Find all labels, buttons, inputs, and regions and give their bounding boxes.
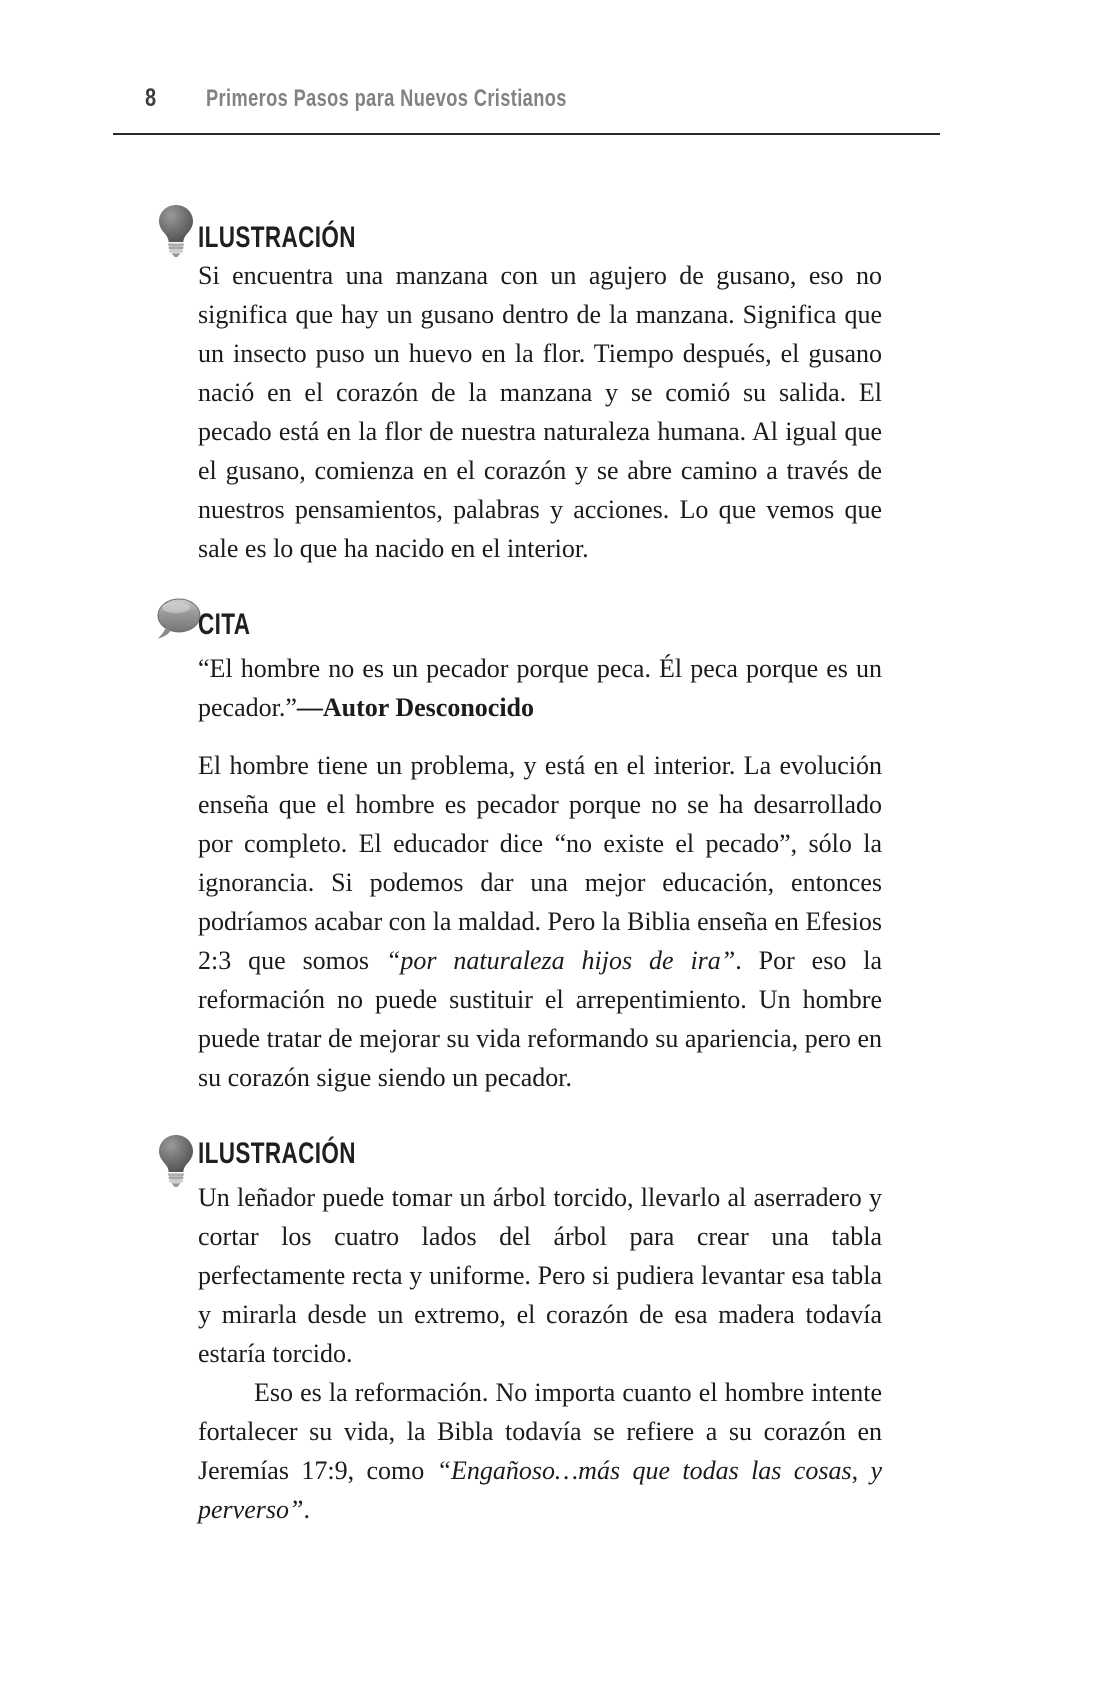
illustration2-paragraph2-seg1: Eso es la reformación. No importa cuanto el hombre intente fortalecer su vida, la Bibla todavía se refiere a su corazón en Jeremías 17:9, como xyxy=(198,1378,882,1485)
quote-attribution: —Autor Desconocido xyxy=(296,693,535,722)
illustration2-paragraph2-seg3: . xyxy=(303,1495,310,1524)
body-paragraph xyxy=(198,746,882,1097)
quote-text: “El hombre no es un pecador porque peca. Él peca porque es un pecador.” xyxy=(198,654,882,722)
header-rule xyxy=(113,133,940,135)
speech-bubble-icon xyxy=(155,598,201,640)
section-heading-cita xyxy=(198,610,268,640)
section-heading-label: CITA xyxy=(198,608,251,641)
page-number: 8 xyxy=(145,84,157,112)
quote-block xyxy=(198,649,882,727)
illustration2-paragraph2 xyxy=(198,1373,882,1529)
running-title: Primeros Pasos para Nuevos Cristianos xyxy=(205,85,567,112)
section-heading-label: ILUSTRACIÓN xyxy=(198,1137,356,1170)
body-paragraph-italic: “por naturaleza hijos de ira” xyxy=(385,946,736,975)
body-paragraph-seg3: . Por eso la reformación no puede sustituir el arrepentimiento. Un hombre puede tratar de mejorar su vida reformando su apariencia, pero en su corazón sigue siendo un pecador. xyxy=(198,946,882,1092)
illustration1-paragraph: Si encuentra una manzana con un agujero de gusano, eso no significa que hay un gusano dentro de la manzana. Significa que un insecto puso un huevo en la flor. Tiempo después, el gusano nació en el corazón de la manzana y se comió su salida. El pecado está en la flor de nuestra naturaleza humana. Al igual que el gusano, comienza en el corazón y se abre camino a través de nuestros pensamientos, palabras y acciones. Lo que vemos que sale es lo que ha nacido en el interior. xyxy=(198,261,882,563)
section-heading-label: ILUSTRACIÓN xyxy=(198,221,356,254)
illustration2-text xyxy=(198,1178,882,1529)
section-heading-ilustracion-2 xyxy=(198,1139,409,1169)
illustration2-paragraph2-italic: “Engañoso…más que todas las cosas, y perverso” xyxy=(198,1456,883,1524)
body-paragraph-seg1: El hombre tiene un problema, y está en el interior. La evolución enseña que el hombre es pecador porque no se ha desarrollado por completo. El educador dice “no existe el pecado”, sólo la ignorancia. Si podemos dar una mejor educación, entonces podríamos acabar con la maldad. Pero la Biblia enseña en Efesios 2:3 que somos xyxy=(198,751,882,975)
lightbulb-icon xyxy=(158,204,194,258)
page-header xyxy=(145,84,681,113)
lightbulb-icon xyxy=(158,1134,194,1188)
illustration2-paragraph1: Un leñador puede tomar un árbol torcido, llevarlo al aserradero y cortar los cuatro lados del árbol para crear una tabla perfectamente recta y uniforme. Pero si pudiera levantar esa tabla y mirarla desde un extremo, el corazón de esa madera todavía estaría torcido. xyxy=(198,1183,882,1368)
section-heading-ilustracion-1 xyxy=(198,223,409,253)
